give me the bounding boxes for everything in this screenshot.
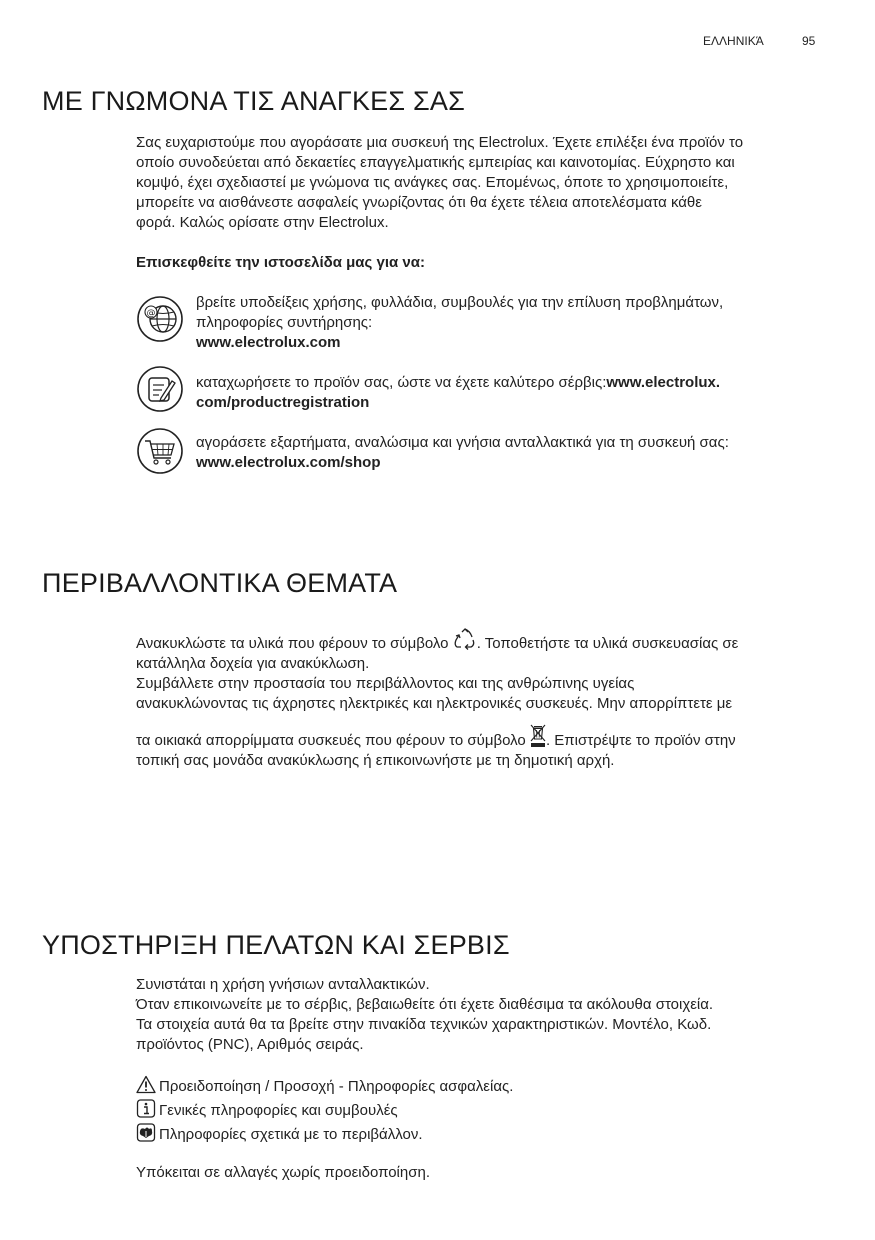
env-text: Ανακυκλώστε τα υλικά που φέρουν το σύμβολο: [136, 635, 449, 652]
intro-paragraph: [136, 133, 826, 233]
registration-link-part2[interactable]: com/productregistration: [196, 394, 370, 411]
crossed-bin-icon: [530, 724, 546, 748]
env-text: τα οικιακά απορρίμματα συσκευές που φέρουν το σύμβολο: [136, 732, 526, 749]
legend-text: Γενικές πληροφορίες και συμβουλές: [159, 1102, 398, 1119]
shopping-cart-icon: [136, 427, 184, 475]
visit-heading: Επισκεφθείτε την ιστοσελίδα μας για να:: [136, 254, 425, 271]
section-title-support: ΥΠΟΣΤΗΡΙΞΗ ΠΕΛΑΤΩΝ ΚΑΙ ΣΕΡΒΙΣ: [42, 930, 510, 960]
env-text: . Τοποθετήστε τα υλικά συσκευασίας σε: [476, 635, 739, 652]
support-line: Όταν επικοινωνείτε με το σέρβις, βεβαιωθείτε ότι έχετε διαθέσιμα τα ακόλουθα στοιχεία.: [136, 996, 714, 1013]
legend-item-warning: [136, 1075, 513, 1097]
recycle-icon: [453, 628, 477, 650]
list-item: [196, 373, 816, 413]
environment-paragraph: [136, 628, 826, 771]
intro-line: φορά. Καλώς ορίσατε στην Electrolux.: [136, 214, 389, 231]
legend-item-environment: [136, 1123, 423, 1145]
env-text: κατάλληλα δοχεία για ανακύκλωση.: [136, 655, 370, 672]
environment-leaf-icon: [136, 1123, 156, 1142]
registration-link-part1[interactable]: www.electrolux.: [606, 374, 721, 391]
section-title-needs: ΜΕ ΓΝΩΜΟΝΑ ΤΙΣ ΑΝΑΓΚΕΣ ΣΑΣ: [42, 86, 465, 116]
language-label: ΕΛΛΗΝΙΚΆ: [703, 34, 764, 48]
page-number: 95: [802, 34, 816, 48]
env-text: ανακυκλώνοντας τις άχρηστες ηλεκτρικές και ηλεκτρονικές συσκευές. Μην απορρίπτετε με: [136, 695, 733, 712]
section-title-environment: ΠΕΡΙΒΑΛΛΟΝΤΙΚΑ ΘΕΜΑΤΑ: [42, 568, 398, 598]
list-item: [196, 433, 816, 473]
shop-link[interactable]: www.electrolux.com/shop: [196, 454, 381, 471]
env-text: . Επιστρέψτε το προϊόν στην: [545, 732, 736, 749]
list-item: [196, 293, 816, 353]
website-link[interactable]: www.electrolux.com: [196, 334, 341, 351]
info-icon: [136, 1099, 156, 1118]
warning-triangle-icon: [136, 1075, 156, 1094]
env-text: τοπική σας μονάδα ανακύκλωσης ή επικοινωνήστε με τη δημοτική αρχή.: [136, 752, 615, 769]
page-header: [0, 34, 875, 50]
support-line: Συνιστάται η χρήση γνήσιων ανταλλακτικών.: [136, 976, 430, 993]
globe-at-icon: [136, 295, 184, 343]
support-line: προϊόντος (PNC), Αριθμός σειράς.: [136, 1036, 364, 1053]
legend-text: Προειδοποίηση / Προσοχή - Πληροφορίες ασφαλείας.: [159, 1078, 514, 1095]
support-paragraph: [136, 975, 826, 1055]
item-text-line: βρείτε υποδείξεις χρήσης, φυλλάδια, συμβουλές για την επίλυση προβλημάτων,: [196, 294, 724, 311]
disclaimer-text: Υπόκειται σε αλλαγές χωρίς προειδοποίηση.: [136, 1164, 431, 1181]
intro-line: κομψό, έχει σχεδιαστεί με γνώμονα τις ανάγκες σας. Επομένως, όποτε το χρησιμοποιείτε,: [136, 174, 729, 191]
svg-text:@: @: [146, 308, 156, 319]
registration-icon: [136, 365, 184, 413]
intro-line: μπορείτε να αισθάνεστε ασφαλείς γνωρίζοντας ότι θα έχετε τέλεια αποτελέσματα κάθε: [136, 194, 702, 211]
item-text-line: πληροφορίες συντήρησης:: [196, 314, 373, 331]
intro-line: οποίο συνοδεύεται από δεκαετίες επαγγελματικής εμπειρίας και καινοτομίας. Εύχρηστο και: [136, 154, 735, 171]
legend-text: Πληροφορίες σχετικά με το περιβάλλον.: [159, 1126, 423, 1143]
item-text: καταχωρήσετε το προϊόν σας, ώστε να έχετε καλύτερο σέρβις:: [196, 374, 607, 391]
support-line: Τα στοιχεία αυτά θα τα βρείτε στην πινακίδα τεχνικών χαρακτηριστικών. Μοντέλο, Κωδ.: [136, 1016, 712, 1033]
env-text: Συμβάλλετε στην προστασία του περιβάλλοντος και της ανθρώπινης υγείας: [136, 675, 635, 692]
intro-line: Σας ευχαριστούμε που αγοράσατε μια συσκευή της Electrolux. Έχετε επιλέξει ένα προϊόν το: [136, 134, 744, 151]
legend-item-info: [136, 1099, 398, 1121]
item-text: αγοράσετε εξαρτήματα, αναλώσιμα και γνήσια ανταλλακτικά για τη συσκευή σας:: [196, 434, 729, 451]
